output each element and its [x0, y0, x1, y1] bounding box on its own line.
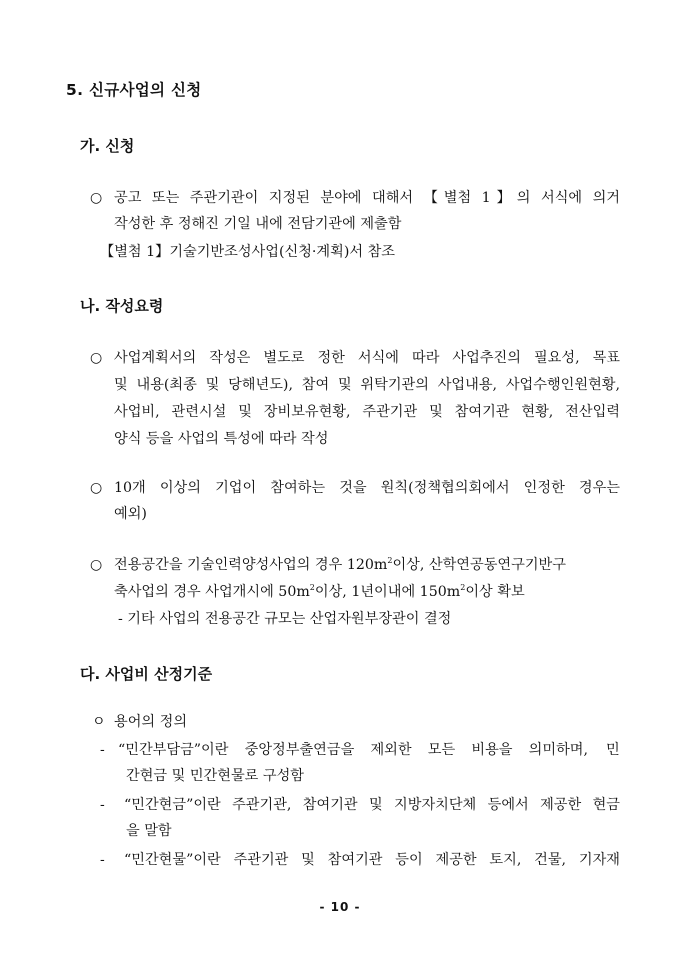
- da-def2-line-2: 을 말함: [126, 823, 172, 839]
- heading-ga: 가. 신청: [80, 137, 135, 155]
- na-item3-text: 이상 확보: [465, 584, 525, 600]
- bullet-icon: ○: [90, 350, 103, 366]
- da-def1-line-1: “민간부담금”이란 중앙정부출연금을 제외한 모든 비용을 의미하며,: [118, 742, 588, 758]
- heading-da: 다. 사업비 산정기준: [80, 665, 213, 683]
- bullet-icon: ○: [90, 190, 103, 206]
- na-item1-line-3: 사업비, 관련시설 및 장비보유현황, 주관기관 및 참여기관 현황, 전산입력: [114, 404, 620, 420]
- da-def3-line-1: “민간현물”이란 주관기관 및 참여기관 등이 제공한 토지, 건물, 기자재: [124, 852, 620, 868]
- na-item3-line-1: [114, 555, 566, 575]
- ga-line-2: 작성한 후 정해진 기일 내에 전담기관에 제출함: [114, 216, 402, 232]
- na-item3-text: 이상, 산학연공동연구기반구: [392, 557, 566, 573]
- ga-line-1: 공고 또는 주관기관이 지정된 분야에 대해서 【별첨 1】의 서식에 의거: [114, 190, 620, 206]
- dash-icon: -: [100, 742, 105, 758]
- page-number: - 10 -: [319, 900, 361, 914]
- na-item2-line-2: 예외): [114, 506, 147, 522]
- da-sub-heading: 용어의 정의: [114, 714, 188, 730]
- bullet-icon: ㅇ: [92, 714, 106, 730]
- na-item1-line-1: 사업계획서의 작성은 별도로 정한 서식에 따라 사업추진의 필요성, 목표: [114, 350, 620, 366]
- superscript-2: 2: [309, 583, 315, 592]
- ga-note: 【별첨 1】기술기반조성사업(신청·계획)서 참조: [100, 244, 395, 260]
- na-item2-line-1: 10개 이상의 기업이 참여하는 것을 원칙(정책협의회에서 인정한 경우는: [114, 480, 620, 496]
- da-def1-line-2: 간현금 및 민간현물로 구성함: [126, 768, 304, 784]
- bullet-icon: ○: [90, 557, 103, 573]
- na-item3-text: 이상, 1년이내에 150m: [314, 584, 461, 600]
- superscript-2: 2: [387, 556, 393, 565]
- superscript-2: 2: [460, 583, 466, 592]
- dash-icon: -: [100, 797, 105, 813]
- na-item3-line-2: [114, 582, 525, 602]
- section-title: 5. 신규사업의 신청: [66, 81, 202, 99]
- bullet-icon: ○: [90, 480, 103, 496]
- na-item1-line-4: 양식 등을 사업의 특성에 따라 작성: [114, 431, 329, 447]
- na-item1-line-2: 및 내용(최종 및 당해년도), 참여 및 위탁기관의 사업내용, 사업수행인원현황,: [114, 377, 620, 393]
- dash-icon: -: [100, 852, 105, 868]
- na-item3-text: 전용공간을 기술인력양성사업의 경우 120m: [114, 557, 388, 573]
- na-item3-sub: - 기타 사업의 전용공간 규모는 산업자원부장관이 결정: [118, 611, 452, 627]
- da-def1-line-1-end: 민: [606, 742, 620, 758]
- na-item3-text: 축사업의 경우 사업개시에 50m: [114, 584, 310, 600]
- heading-na: 나. 작성요령: [80, 297, 164, 315]
- da-def2-line-1: “민간현금”이란 주관기관, 참여기관 및 지방자치단체 등에서 제공한 현금: [124, 797, 620, 813]
